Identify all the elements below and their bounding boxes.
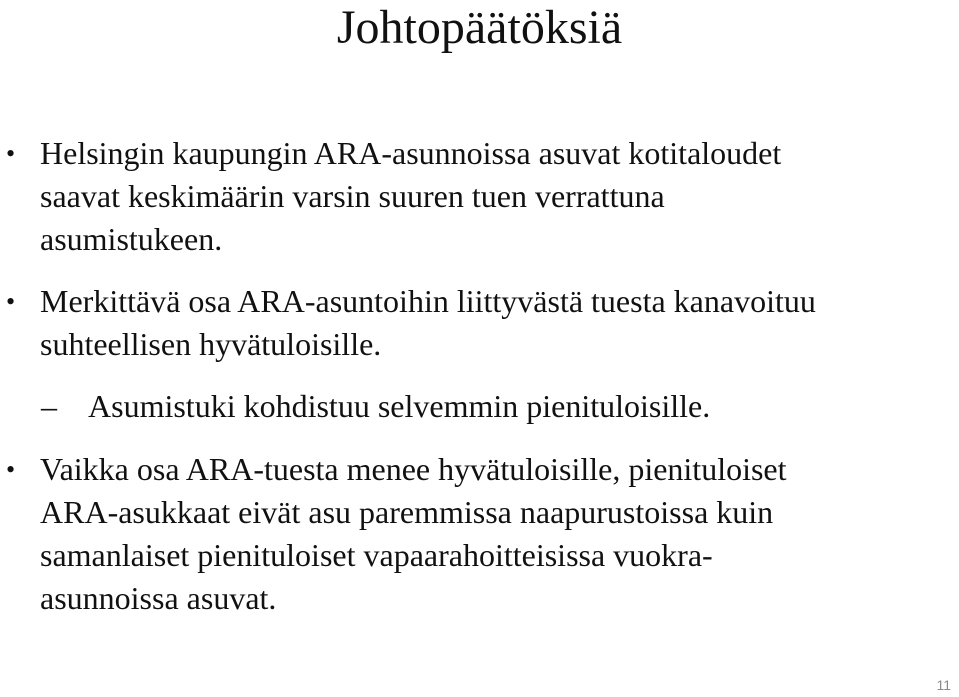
bullet-marker: • [6, 139, 16, 168]
bullet-line: suhteellisen hyvätuloisille. [40, 326, 382, 362]
bullet-line: Helsingin kaupungin ARA-asunnoissa asuvat kotitaloudet [40, 135, 782, 171]
bullet-line: Vaikka osa ARA-tuesta menee hyvätuloisille, pienituloiset [40, 451, 787, 487]
bullet-line: asunnoissa asuvat. [40, 580, 277, 616]
sub-bullet-text: Asumistuki kohdistuu selvemmin pienituloisille. [88, 388, 711, 424]
bullet-line: ARA-asukkaat eivät asu paremmissa naapurustoissa kuin [40, 494, 774, 530]
bullet-line: Merkittävä osa ARA-asuntoihin liittyvästä tuesta kanavoituu [40, 283, 816, 319]
bullet-marker: • [6, 287, 16, 316]
bullet-text [40, 132, 930, 261]
sub-bullet-marker: – [41, 388, 57, 424]
page-number: 11 [936, 677, 951, 693]
slide-title: Johtopäätöksiä [336, 1, 623, 54]
bullet-text [40, 280, 930, 366]
bullet-text [40, 448, 930, 620]
bullet-marker: • [6, 455, 16, 484]
bullet-line: samanlaiset pienituloiset vapaarahoitteisissa vuokra- [40, 537, 713, 573]
bullet-line: asumistukeen. [40, 221, 223, 257]
bullet-line: saavat keskimäärin varsin suuren tuen verrattuna [40, 178, 665, 214]
